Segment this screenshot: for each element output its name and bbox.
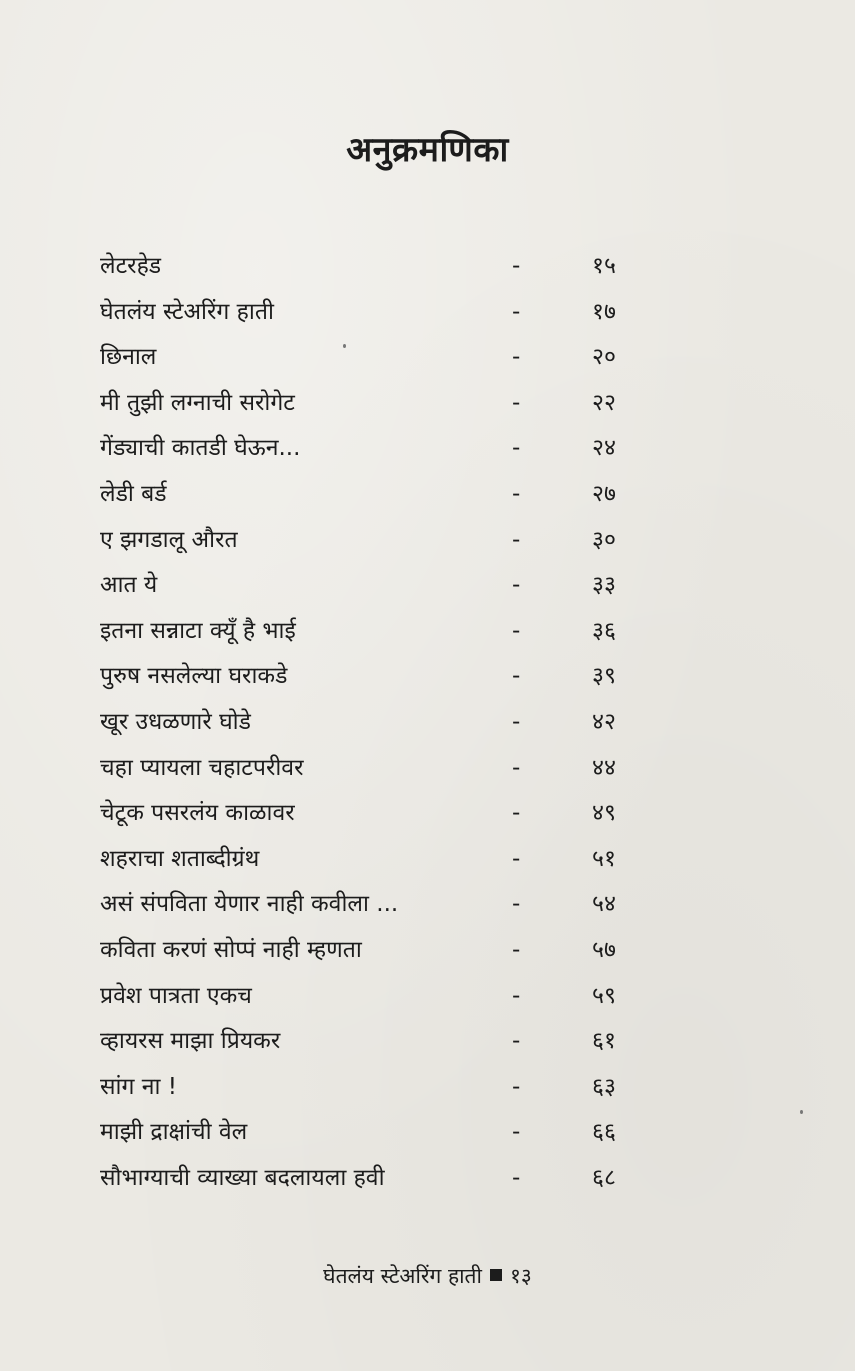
toc-entry [100, 791, 660, 837]
toc-entry [100, 381, 660, 427]
toc-entry-title: माझी द्राक्षांची वेल [100, 1119, 248, 1146]
toc-entry-separator: - [512, 344, 521, 371]
toc-entry [100, 654, 660, 700]
toc-entry-page: ४२ [592, 708, 616, 735]
toc-entry-separator: - [512, 526, 521, 553]
toc-entry-title: पुरुष नसलेल्या घराकडे [100, 663, 288, 690]
toc-entry-page: २० [592, 344, 616, 371]
toc-entry-title: व्हायरस माझा प्रियकर [100, 1028, 281, 1055]
page-footer [0, 1262, 855, 1290]
toc-entry-separator: - [512, 389, 521, 416]
toc-entry-page: ६३ [592, 1073, 616, 1100]
toc-entry [100, 335, 660, 381]
toc-entry [100, 563, 660, 609]
toc-entry-title: छिनाल [100, 344, 157, 371]
toc-entry-page: ४९ [592, 800, 616, 827]
toc-entry-page: ३० [592, 526, 616, 553]
square-bullet-icon [490, 1269, 502, 1281]
toc-entry-page: ३३ [592, 572, 616, 599]
toc-entry-title: खूर उधळणारे घोडे [100, 708, 251, 735]
toc-entry [100, 1110, 660, 1156]
toc-entry-separator: - [512, 572, 521, 599]
toc-entry [100, 1065, 660, 1111]
paper-speck [343, 344, 346, 348]
toc-entry-page: २७ [592, 480, 616, 507]
toc-entry-page: १५ [592, 253, 616, 279]
toc-entry-separator: - [512, 936, 521, 963]
toc-entry-title: घेतलंय स्टेअरिंग हाती [100, 298, 274, 325]
toc-entry [100, 244, 660, 290]
toc-entry-separator: - [512, 754, 521, 781]
table-of-contents [100, 244, 660, 1201]
toc-entry-page: ५९ [592, 982, 616, 1009]
toc-entry-title: सांग ना ! [100, 1073, 178, 1100]
toc-entry-title: गेंड्याची कातडी घेऊन... [100, 435, 301, 462]
toc-entry-page: ५१ [592, 845, 616, 872]
toc-entry-page: ५४ [592, 891, 616, 918]
toc-entry-page: ३६ [592, 617, 616, 644]
toc-entry-page: ४४ [592, 754, 616, 781]
toc-entry-title: शहराचा शताब्दीग्रंथ [100, 845, 260, 872]
toc-entry-page: १७ [592, 298, 616, 325]
toc-entry-separator: - [512, 845, 521, 872]
toc-entry-page: २४ [592, 435, 616, 462]
toc-entry-title: आत ये [100, 572, 158, 599]
toc-entry [100, 426, 660, 472]
toc-entry-title: चेटूक पसरलंय काळावर [100, 800, 295, 827]
toc-entry-title: ए झगडालू औरत [100, 526, 238, 553]
toc-entry [100, 472, 660, 518]
toc-entry [100, 700, 660, 746]
footer-book-title: घेतलंय स्टेअरिंग हाती [323, 1264, 482, 1288]
toc-entry-separator: - [512, 891, 521, 918]
toc-entry [100, 746, 660, 792]
toc-entry-separator: - [512, 480, 521, 507]
toc-entry-separator: - [512, 663, 521, 690]
toc-entry [100, 1156, 660, 1202]
toc-entry-separator: - [512, 1028, 521, 1055]
toc-entry-title: कविता करणं सोप्पं नाही म्हणता [100, 936, 362, 963]
toc-entry-separator: - [512, 1073, 521, 1100]
toc-entry [100, 974, 660, 1020]
toc-entry-separator: - [512, 1164, 521, 1191]
toc-entry-title: सौभाग्याची व्याख्या बदलायला हवी [100, 1164, 385, 1191]
toc-entry [100, 518, 660, 564]
toc-entry [100, 882, 660, 928]
toc-entry-title: प्रवेश पात्रता एकच [100, 982, 252, 1009]
toc-entry-separator: - [512, 800, 521, 827]
toc-entry-title: मी तुझी लग्नाची सरोगेट [100, 389, 295, 416]
toc-entry-separator: - [512, 1119, 521, 1146]
page-title: अनुक्रमणिका [346, 130, 509, 170]
toc-entry-page: ६६ [592, 1119, 616, 1146]
toc-entry-title: लेटरहेड [100, 253, 162, 279]
toc-entry-page: २२ [592, 389, 616, 416]
toc-entry [100, 609, 660, 655]
toc-entry-title: लेडी बर्ड [100, 480, 167, 507]
toc-entry [100, 837, 660, 883]
toc-entry-separator: - [512, 435, 521, 462]
toc-entry-separator: - [512, 982, 521, 1009]
footer-page-number: १३ [509, 1264, 532, 1288]
toc-entry-separator: - [512, 708, 521, 735]
toc-entry-page: ५७ [592, 936, 616, 963]
toc-entry [100, 928, 660, 974]
toc-entry-page: ६८ [592, 1164, 616, 1191]
toc-entry-page: ३९ [592, 663, 616, 690]
toc-entry [100, 1019, 660, 1065]
toc-entry-separator: - [512, 253, 521, 279]
toc-entry-page: ६१ [592, 1028, 616, 1055]
toc-entry-separator: - [512, 298, 521, 325]
toc-entry-separator: - [512, 617, 521, 644]
toc-entry-title: इतना सन्नाटा क्यूँ है भाई [100, 617, 296, 644]
toc-entry-title: असं संपविता येणार नाही कवीला ... [100, 891, 399, 918]
paper-speck [800, 1110, 803, 1114]
toc-entry-title: चहा प्यायला चहाटपरीवर [100, 754, 304, 781]
toc-entry [100, 290, 660, 336]
